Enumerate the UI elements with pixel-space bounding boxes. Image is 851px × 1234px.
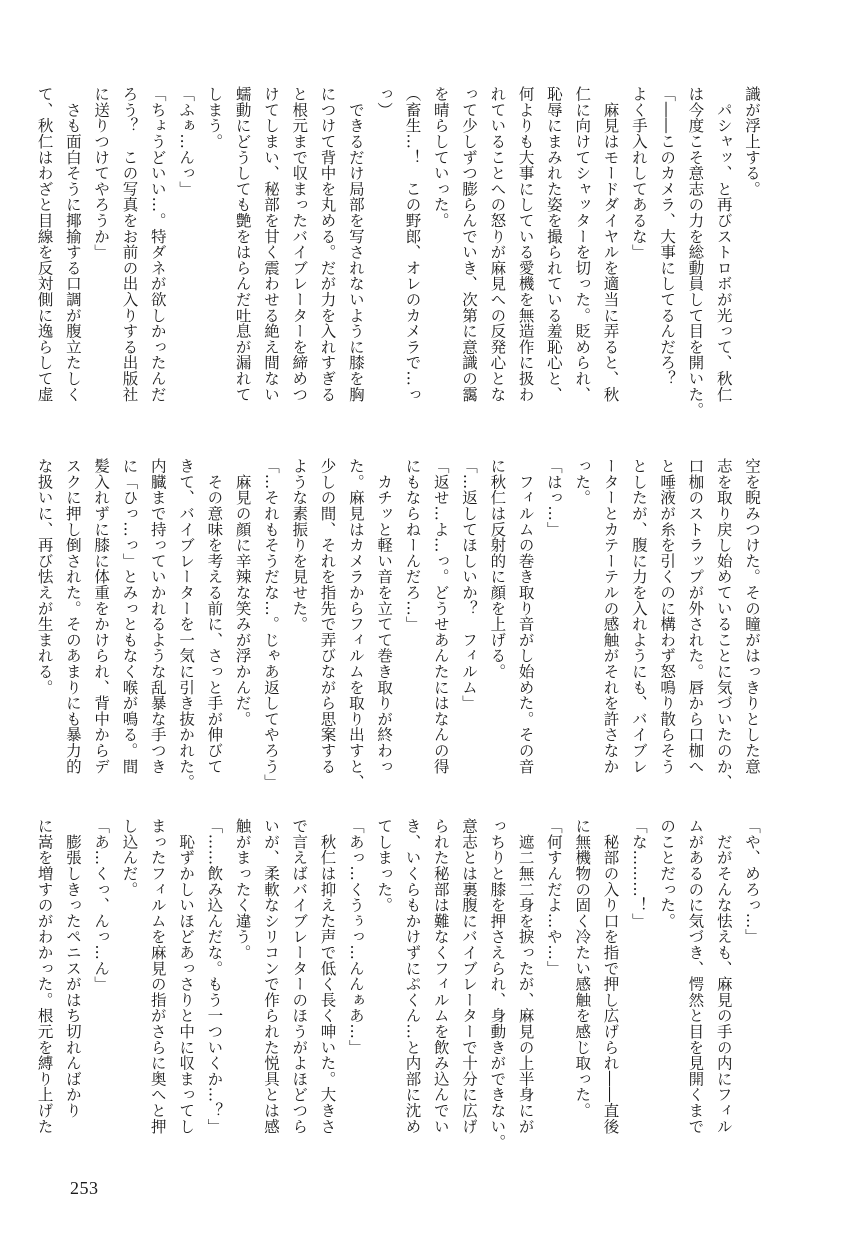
page-number: 253: [70, 1178, 99, 1198]
text-line: し込んだ。: [120, 818, 139, 897]
text-line: っちりと膝を押さえられ、身動きができない。: [488, 818, 507, 1150]
text-line: スクに押し倒された。そのあまりにも暴力的: [63, 458, 82, 774]
text-line: 「…返してほしいか？ フィルム」: [460, 458, 479, 711]
text-line: だがそんな怯えも、麻見の手の内にフィル: [714, 818, 733, 1134]
text-line: 秘部の入り口を指で押し広げられ――直後: [601, 818, 620, 1134]
text-line: 蠕動にどうしても艶をはらんだ吐息が漏れて: [233, 86, 252, 402]
text-line: 膨張しきったペニスがはち切れんばかり: [63, 818, 82, 1119]
text-line: 空を睨みつけた。その瞳がはっきりとした意: [743, 458, 761, 774]
text-line: パシャッ、と再びストロボが光って、秋仁: [714, 86, 733, 402]
text-line: っ）: [375, 86, 394, 118]
text-line: た。麻見はカメラからフィルムを取り出すと、: [346, 458, 365, 790]
text-line: を晴らしていった。: [431, 86, 450, 229]
text-line: で言えばバイブレーターのほうがよほどつら: [290, 818, 309, 1134]
text-line: 恥辱にまみれた姿を撮られている羞恥心と、: [544, 86, 563, 402]
text-line: 「あ…くっ、んっ…ん」: [92, 818, 111, 992]
text-tier-3: [35, 818, 766, 1163]
text-line: ろう？ この写真をお前の出入りする出版社: [120, 86, 139, 402]
text-line: 遮二無二身を捩ったが、麻見の上半身にが: [516, 818, 535, 1134]
text-line: 仁に向けてシャッターを切った。貶められ、: [573, 86, 592, 402]
text-line: ーターとカテーテルの感触がそれを許さなか: [601, 458, 620, 774]
text-line: に嵩を増すのがわかった。根元を縛り上げた: [35, 818, 54, 1134]
text-line: ような素振りを見せた。: [290, 458, 309, 632]
text-line: 意志とは裏腹にバイブレーターで十分に広げ: [460, 818, 479, 1134]
text-line: できるだけ局部を写されないように膝を胸: [346, 86, 365, 402]
text-line: と唾液が糸を引くのに構わず怒鳴り散らそう: [658, 458, 677, 774]
text-line: 何よりも大事にしている愛機を無造作に扱わ: [516, 86, 535, 402]
text-line: （畜生…！ この野郎、オレのカメラで…っ: [403, 86, 422, 402]
text-line: 「な………！」: [629, 818, 648, 929]
text-line: き、いくらもかけずにぷくん…と内部に沈め: [403, 818, 422, 1134]
text-line: 「――このカメラ、大事にしてるんだろ？: [658, 86, 677, 387]
text-tier-2: [35, 458, 766, 798]
text-line: フィルムの巻き取り音がし始めた。その音: [516, 458, 535, 774]
text-line: 麻見はモードダイヤルを適当に弄ると、秋: [601, 86, 620, 402]
text-line: 「ちょうどいい…。特ダネが欲しかったんだ: [148, 86, 167, 402]
text-line: 「何すんだよ…や…」: [544, 818, 563, 976]
text-line: った。: [573, 458, 592, 506]
text-line: 「や、めろっ…」: [743, 818, 761, 945]
text-line: しまう。: [205, 86, 224, 150]
text-line: としたが、腹に力を入れようにも、バイブレ: [629, 458, 648, 774]
text-line: 「ふぁ…んっ」: [177, 86, 196, 197]
text-line: って少しずつ膨らんでいき、次第に意識の靄: [460, 86, 479, 402]
text-line: に無機物の固く冷たい感触を感じ取った。: [573, 818, 592, 1119]
text-line: きて、バイブレーターを一気に引き抜かれた。: [177, 458, 196, 790]
text-line: れていることへの怒りが麻見への反発心とな: [488, 86, 507, 402]
text-line: と根元まで収まったバイブレーターを締めつ: [290, 86, 309, 402]
text-line: にもならねーんだろ…」: [403, 458, 422, 632]
text-line: に「ひっ…っ」とみっともなく喉が鳴る。間: [120, 458, 139, 774]
text-line: 「返せ…よ…っ。どうせあんたにはなんの得: [431, 458, 450, 774]
text-line: いが、柔軟なシリコンで作られた悦具とは感: [261, 818, 280, 1134]
text-line: 髪入れずに膝に体重をかけられ、背中からデ: [92, 458, 111, 774]
text-line: てしまった。: [375, 818, 394, 913]
text-line: さも面白そうに揶揄する口調が腹立たしく: [63, 86, 82, 402]
text-line: 秋仁は抑えた声で低く長く呻いた。大きさ: [318, 818, 337, 1134]
text-line: に秋仁は反射的に顔を上げる。: [488, 458, 507, 680]
text-line: カチッと軽い音を立てて巻き取りが終わっ: [375, 458, 394, 774]
text-line: 恥ずかしいほどあっさりと中に収まってし: [177, 818, 196, 1134]
text-line: 「はっ…」: [544, 458, 563, 537]
text-line: 少しの間、それを指先で弄びながら思案する: [318, 458, 337, 774]
text-line: けてしまい、秘部を甘く震わせる絶え間ない: [261, 86, 280, 402]
text-line: よく手入れしてあるな」: [629, 86, 648, 260]
text-line: て、秋仁はわざと目線を反対側に逸らして虚: [35, 86, 54, 402]
text-line: のことだった。: [658, 818, 677, 929]
text-line: 触がまったく違う。: [233, 818, 252, 961]
text-line: 内臓まで持っていかれるような乱暴な手つき: [148, 458, 167, 774]
text-line: は今度こそ意志の力を総動員して目を開いた。: [686, 86, 705, 418]
text-line: られた秘部は難なくフィルムを飲み込んでい: [431, 818, 450, 1134]
text-tier-1: [35, 86, 766, 441]
text-line: につけて背中を丸める。だが力を入れすぎる: [318, 86, 337, 402]
text-line: まったフィルムを麻見の指がさらに奥へと押: [148, 818, 167, 1134]
text-line: 「あっ…くうぅっ…んんぁあ…」: [346, 818, 365, 1055]
text-line: な扱いに、再び怯えが生まれる。: [35, 458, 54, 695]
text-line: 口枷のストラップが外された。唇から口枷へ: [686, 458, 705, 774]
text-line: その意味を考える前に、さっと手が伸びて: [205, 458, 224, 774]
text-line: ムがあるのに気づき、愕然と目を見開くまで: [686, 818, 705, 1134]
text-line: 「……飲み込んだな。もう一ついくか…？」: [205, 818, 224, 1134]
text-line: 麻見の顔に辛辣な笑みが浮かんだ。: [233, 458, 252, 727]
text-line: 識が浮上する。: [743, 86, 761, 197]
text-line: 志を取り戻し始めていることに気づいたのか、: [714, 458, 733, 790]
text-line: に送りつけてやろうか」: [92, 86, 111, 260]
text-line: 「…それもそうだな…。じゃあ返してやろう」: [261, 458, 280, 790]
